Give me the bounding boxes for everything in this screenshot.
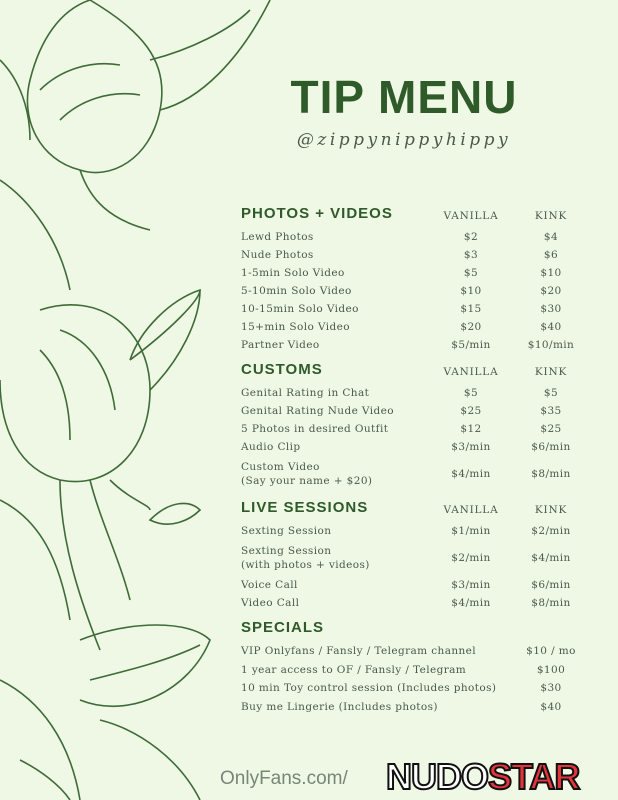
item-name: 1 year access to OF / Fansly / Telegram (241, 663, 467, 676)
menu-row (241, 264, 586, 282)
tip-menu (241, 198, 586, 716)
item-name: Genital Rating Nude Video (241, 405, 394, 417)
item-name: Genital Rating in Chat (241, 387, 370, 399)
menu-row (241, 594, 586, 612)
creator-handle: @zippynippyhippy (296, 130, 512, 150)
menu-row (241, 318, 586, 336)
kink-price: $4/min (531, 552, 571, 564)
section-specials (241, 614, 586, 636)
vanilla-price: $10 (460, 285, 482, 297)
menu-row (241, 438, 586, 456)
kink-price: $5 (543, 387, 559, 399)
column-header-vanilla: VANILLA (443, 366, 499, 378)
vanilla-price: $3/min (451, 579, 491, 591)
section-live-sessions (241, 494, 586, 516)
item-name (241, 460, 426, 488)
item-name: Video Call (241, 597, 300, 609)
kink-price: $40 (540, 321, 562, 333)
item-name: 5 Photos in desired Outfit (241, 423, 389, 435)
menu-row (241, 679, 586, 698)
kink-price: $8/min (531, 597, 571, 609)
column-header-vanilla: VANILLA (443, 210, 499, 222)
vanilla-price: $25 (460, 405, 482, 417)
menu-row (241, 576, 586, 594)
vanilla-price: $5/min (451, 339, 491, 351)
column-header-kink: KINK (534, 504, 568, 516)
item-price: $40 (540, 700, 562, 713)
menu-row (241, 540, 586, 576)
kink-price: $2/min (531, 525, 571, 537)
kink-price: $35 (540, 405, 562, 417)
item-name: 10-15min Solo Video (241, 303, 359, 315)
item-name: Nude Photos (241, 249, 314, 261)
menu-row (241, 420, 586, 438)
menu-row (241, 384, 586, 402)
kink-price: $30 (540, 303, 562, 315)
menu-row (241, 246, 586, 264)
item-name: Voice Call (241, 579, 298, 591)
item-name: Audio Clip (241, 441, 301, 453)
menu-row (241, 642, 586, 661)
kink-price: $20 (540, 285, 562, 297)
item-price: $30 (540, 682, 562, 695)
section-customs (241, 356, 586, 378)
kink-price: $4 (543, 231, 559, 243)
item-name: Sexting Session (241, 525, 332, 537)
item-name: Buy me Lingerie (Includes photos) (241, 700, 438, 713)
watermark-part-red: STAR (488, 756, 580, 797)
item-name-line1: Sexting Session (241, 545, 332, 557)
section-title: SPECIALS (241, 619, 325, 636)
section-title: PHOTOS + VIDEOS (241, 205, 393, 222)
kink-price: $6/min (531, 441, 571, 453)
vanilla-price: $5 (463, 387, 479, 399)
column-header-kink: KINK (534, 366, 568, 378)
vanilla-price: $5 (463, 267, 479, 279)
kink-price: $10 (540, 267, 562, 279)
watermark-logo (386, 757, 618, 797)
kink-price: $6/min (531, 579, 571, 591)
item-name (241, 544, 426, 572)
vanilla-price: $15 (460, 303, 482, 315)
vanilla-price: $4/min (451, 597, 491, 609)
menu-row (241, 661, 586, 680)
item-name: Partner Video (241, 339, 320, 351)
section-title: LIVE SESSIONS (241, 499, 369, 516)
item-name-line2: (Say your name + $20) (241, 475, 373, 487)
vanilla-price: $3 (463, 249, 479, 261)
item-name: 1-5min Solo Video (241, 267, 345, 279)
vanilla-price: $2 (463, 231, 479, 243)
kink-price: $25 (540, 423, 562, 435)
kink-price: $8/min (531, 468, 571, 480)
item-name: 15+min Solo Video (241, 321, 350, 333)
vanilla-price: $20 (460, 321, 482, 333)
menu-row (241, 698, 586, 717)
item-price: $100 (536, 663, 566, 676)
page-title: TIP MENU (290, 71, 518, 123)
item-name-line2: (with photos + videos) (241, 559, 370, 571)
watermark-part-white: NUDO (386, 756, 488, 797)
item-price: $10 / mo (526, 645, 576, 658)
section-title: CUSTOMS (241, 361, 323, 378)
column-header-kink: KINK (534, 210, 568, 222)
vanilla-price: $12 (460, 423, 482, 435)
menu-row (241, 300, 586, 318)
menu-row (241, 282, 586, 300)
menu-row (241, 402, 586, 420)
vanilla-price: $2/min (451, 552, 491, 564)
onlyfans-url: OnlyFans.com/ (220, 768, 348, 789)
kink-price: $6 (543, 249, 559, 261)
vanilla-price: $1/min (451, 525, 491, 537)
item-name: Lewd Photos (241, 231, 314, 243)
vanilla-price: $3/min (451, 441, 491, 453)
item-name-line1: Custom Video (241, 461, 320, 473)
menu-row (241, 336, 586, 354)
item-name: VIP Onlyfans / Fansly / Telegram channel (241, 645, 477, 658)
section-photos-videos (241, 200, 586, 222)
menu-row (241, 456, 586, 492)
menu-row (241, 522, 586, 540)
kink-price: $10/min (527, 339, 575, 351)
vanilla-price: $4/min (451, 468, 491, 480)
menu-row (241, 228, 586, 246)
item-name: 10 min Toy control session (Includes photos) (241, 682, 497, 695)
item-name: 5-10min Solo Video (241, 285, 352, 297)
column-header-vanilla: VANILLA (443, 504, 499, 516)
